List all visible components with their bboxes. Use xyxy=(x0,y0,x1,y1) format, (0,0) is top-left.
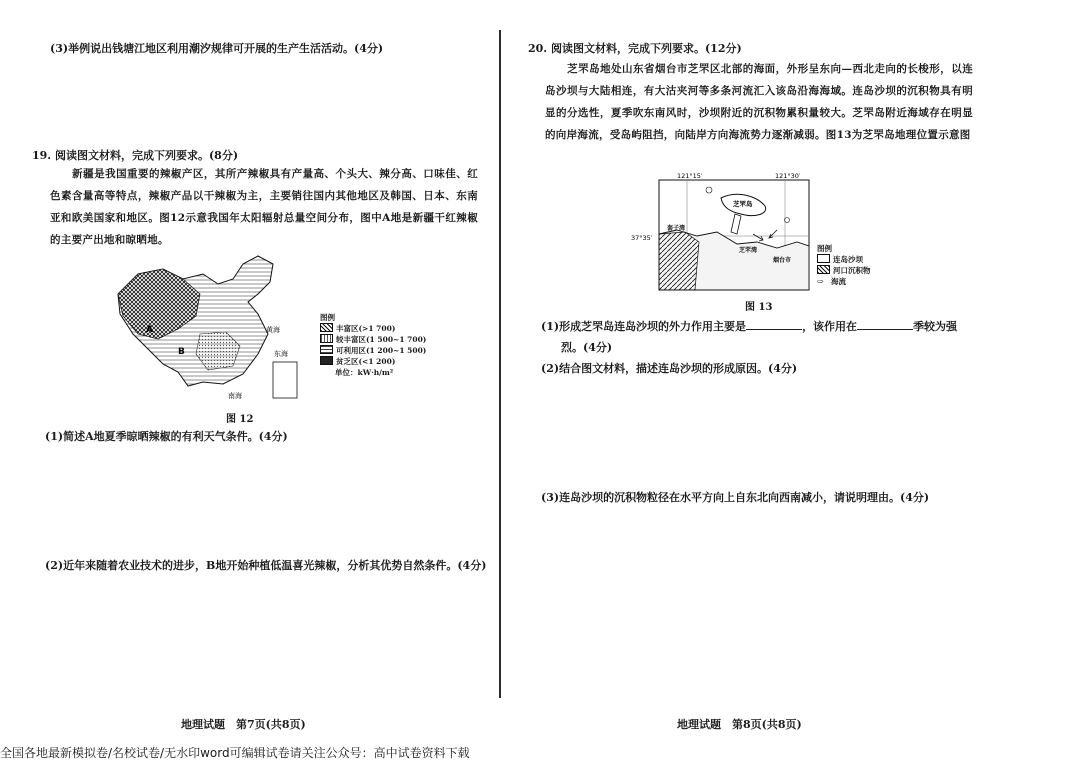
answer-blank-1[interactable] xyxy=(746,319,802,330)
legend-swatch-usable xyxy=(320,345,333,354)
question-19-title: 19. 阅读图文材料，完成下列要求。(8分) xyxy=(32,149,239,162)
question-20-3: (3)连岛沙坝的沉积物粒径在水平方向上自东北向西南减小，请说明理由。(4分) xyxy=(541,491,930,504)
map-legend-title: 图例 xyxy=(817,244,832,253)
map-legend-sediment: 河口沉积物 xyxy=(817,265,871,276)
answer-blank-2[interactable] xyxy=(857,319,913,330)
legend-item-usable: 可利用区(1 200~1 500) xyxy=(320,345,426,356)
legend-swatch-sediment xyxy=(817,265,830,274)
legend-swatch-tombolo xyxy=(817,254,830,263)
legend-swatch-fairly-rich xyxy=(320,334,333,343)
lon-label-1: 121°15′ xyxy=(677,172,703,180)
question-19-material-text: 新疆是我国重要的辣椒产区，其所产辣椒具有产量高、个头大、辣分高、口味佳、红色素含量高等特点，辣椒产品以干辣椒为主，主要销往国内其他地区及韩国、日本、东南亚和欧美国家和地区。图12示意我国年太阳辐射总量空间分布，图中A地是新疆干红辣椒的主要产出地和晾晒地。 xyxy=(50,168,478,246)
label-b: B xyxy=(178,347,185,357)
current-arrow-icon: ⇨ xyxy=(817,276,824,286)
legend-title: 图例 xyxy=(320,313,335,322)
question-20-2: (2)结合图文材料，描述连岛沙坝的形成原因。(4分) xyxy=(541,362,798,375)
city-label: 烟台市 xyxy=(773,257,792,264)
question-19-1: (1)简述A地夏季晾晒辣椒的有利天气条件。(4分) xyxy=(45,430,288,443)
label-south-sea: 南海 xyxy=(228,392,242,400)
bay-label: 芝罘湾 xyxy=(739,247,758,254)
legend-item-rich: 丰富区(>1 700) xyxy=(320,323,426,334)
right-page-footer: 地理试题 第8页(共8页) xyxy=(677,718,802,731)
legend-unit: 单位：kW·h/m² xyxy=(335,368,394,377)
lon-label-2: 121°30′ xyxy=(775,172,801,180)
lat-label: 37°35′ xyxy=(631,234,653,242)
question-20-material-text: 芝罘岛地处山东省烟台市芝罘区北部的海面，外形呈东向—西北走向的长梭形，以连岛沙坝与大陆相连，有大沽夹河等多条河流汇入该岛沿海海域。连岛沙坝的沉积物具有明显的分选性，夏季吹东南风时，沙坝附近的沉积物累积量较大。芝罘岛附近海域存在明显的向岸海流，受岛屿阻挡，向陆岸方向海流势力逐渐减弱。图13为芝罘岛地理位置示意图 xyxy=(545,63,973,141)
legend-swatch-poor xyxy=(320,356,333,365)
question-18-3: (3)举例说出钱塘江地区利用潮汐规律可开展的生产生活活动。(4分) xyxy=(50,42,384,55)
question-20-material xyxy=(545,58,973,146)
legend-swatch-rich xyxy=(320,323,333,332)
question-20-1: (1)形成芝罘岛连岛沙坝的外力作用主要是 ，该作用在 季较为强 xyxy=(541,320,958,333)
left-page xyxy=(0,0,498,740)
figure-12-china-map xyxy=(108,254,308,404)
right-page xyxy=(505,0,1080,740)
island-label: 芝罘岛 xyxy=(733,200,753,208)
figure-13-caption: 图 13 xyxy=(745,302,773,313)
land-label: 套子湾 xyxy=(667,225,686,232)
figure-12-caption: 图 12 xyxy=(226,414,254,425)
question-20-title: 20. 阅读图文材料，完成下列要求。(12分) xyxy=(528,42,742,55)
figure-13-legend xyxy=(817,243,871,287)
river-sediment-area xyxy=(659,232,699,290)
label-east-sea: 东海 xyxy=(274,350,288,358)
label-yellow-sea: 黄海 xyxy=(266,326,280,334)
legend-item-fairly-rich: 较丰富区(1 500~1 700) xyxy=(320,334,426,345)
south-sea-inset xyxy=(273,362,297,398)
question-20-1-cont: 烈。(4分) xyxy=(561,341,613,354)
legend-item-poor: 贫乏区(<1 200) xyxy=(320,356,426,367)
question-19-2: (2)近年来随着农业技术的进步，B地开始种植低温喜光辣椒，分析其优势自然条件。(4分) xyxy=(45,559,487,572)
page-divider xyxy=(499,30,501,698)
map-legend-current: ⇨ 海流 xyxy=(817,276,846,286)
label-a: A xyxy=(146,325,153,335)
figure-12-legend xyxy=(320,312,426,378)
map-legend-tombolo: 连岛沙坝 xyxy=(817,254,871,265)
bottom-watermark-note: 全国各地最新模拟卷/名校试卷/无水印word可编辑试卷请关注公众号：高中试卷资料下载 xyxy=(0,746,470,760)
question-19-material xyxy=(50,163,478,251)
left-page-footer: 地理试题 第7页(共8页) xyxy=(181,718,306,731)
